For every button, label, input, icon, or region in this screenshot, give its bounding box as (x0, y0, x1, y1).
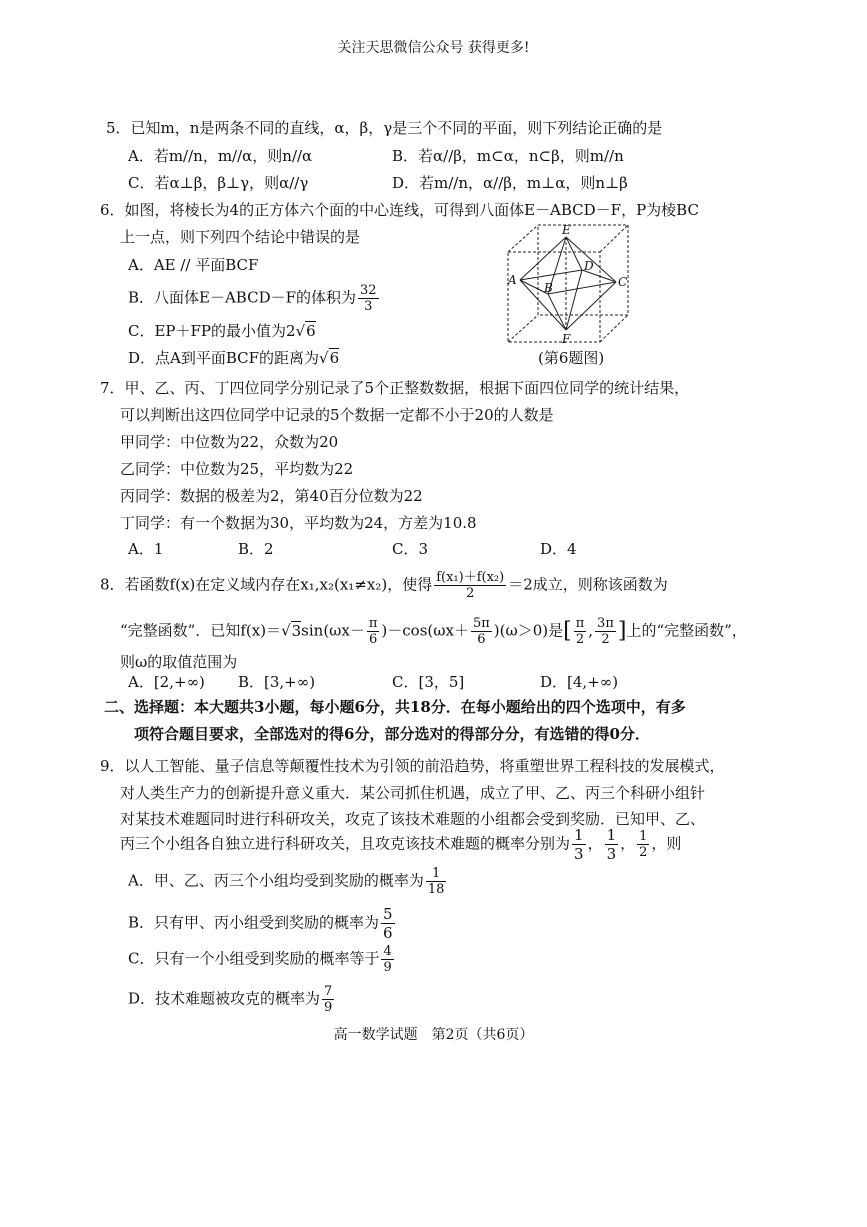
q5-option-a: A．若m//n，m//α，则n//α (128, 147, 313, 165)
q8-option-d: D．[4,+∞) (540, 673, 619, 691)
q9-line-4: 丙三个小组各自独立进行科研攻关，且攻克该技术难题的概率分别为 $\frac{1}{3}$ ， $\frac{1}{3}$ ， $\frac{1}{2}$ ，则 (120, 826, 682, 863)
label-c: C (618, 275, 628, 289)
q5-option-d: D．若m//n，α//β，m⊥α，则n⊥β (392, 174, 628, 192)
q8-option-c: C．[3，5] (392, 673, 465, 691)
q6-option-c: C．EP＋FP的最小值为2√6 (128, 322, 316, 340)
q6-option-d: D．点A到平面BCF的距离为√6 (128, 349, 340, 367)
q6-option-a: A．AE // 平面BCF (128, 256, 259, 274)
q7-statement-3: 丙同学：数据的极差为2，第40百分位数为22 (120, 487, 423, 505)
label-b: B (544, 281, 553, 295)
q9-option-d: D．技术难题被攻克的概率为 $\frac{7}{9}$ (128, 984, 333, 1015)
q6-option-b (128, 283, 381, 314)
q5-option-c: C．若α⊥β，β⊥γ，则α//γ (128, 174, 309, 192)
q7-option-c: C．3 (392, 540, 429, 558)
label-f: F (562, 332, 571, 346)
q7-statement-2: 乙同学：中位数为25，平均数为22 (120, 460, 354, 478)
q7-option-b: B．2 (238, 540, 274, 558)
q6-stem-2: 上一点，则下列四个结论中错误的是 (120, 228, 361, 246)
q7-stem-2: 可以判断出这四位同学中记录的5个数据一定都不小于20的人数是 (120, 406, 554, 424)
q8-fraction: $\frac{\text{f(x₁)＋f(x₂)}}{2}$ (436, 570, 505, 601)
q8-line-2: “完整函数”．已知f(x)＝√3sin(ωx－ $\frac{\pi}{6}$ )－cos(ωx＋ $\frac{5\pi}{6}$ )(ω＞0)是[ $\frac{\pi}{2}$ , $\frac{3\pi}{2}$ ]上的“完整函数”， (120, 616, 747, 647)
label-d: D (584, 259, 594, 273)
section-2-heading-1: 二、选择题：本大题共3小题，每小题6分，共18分．在每小题给出的四个选项中，有多 (104, 698, 686, 716)
q9-line-2: 对人类生产力的创新提升意义重大．某公司抓住机遇，成立了甲、乙、丙三个科研小组针 (120, 784, 706, 802)
q7-statement-4: 丁同学：有一个数据为30，平均数为24，方差为10.8 (120, 514, 477, 532)
sqrt-symbol: √ (319, 349, 329, 367)
q7-option-a: A．1 (128, 540, 164, 558)
octahedron-in-cube-figure (500, 222, 640, 347)
q7-statement-1: 甲同学：中位数为22，众数为20 (120, 433, 339, 451)
figure-caption: (第6题图) (538, 349, 605, 367)
section-2-heading-2: 项符合题目要求，全部选对的得6分，部分选对的得部分分，有选错的得0分． (134, 725, 650, 743)
q6-option-b-text: B．八面体E－ABCD－F的体积为 (128, 288, 357, 307)
q6-option-b-fraction: $\frac{32}{3}$ (360, 283, 377, 314)
q9-option-a: A．甲、乙、丙三个小组均受到奖励的概率为 $\frac{1}{18}$ (128, 866, 445, 897)
q9-option-c: C．只有一个小组受到奖励的概率等于 $\frac{4}{9}$ (128, 944, 392, 975)
q8-line-3: 则ω的取值范围为 (120, 653, 238, 671)
q6-stem-1: 6．如图，将棱长为4的正方体六个面的中心连线，可得到八面体E－ABCD－F，P为棱BC (100, 201, 699, 219)
label-a: A (508, 273, 517, 287)
q8-option-a: A．[2,+∞) (128, 673, 205, 691)
q5-option-b: B．若α//β，m⊂α，n⊂β，则m//n (392, 147, 624, 165)
q5-stem: 5．已知m，n是两条不同的直线，α，β，γ是三个不同的平面，则下列结论正确的是 (106, 119, 663, 137)
q8-option-b: B．[3,+∞) (238, 673, 316, 691)
q8-line-1: 8．若函数f(x)在定义域内存在x₁,x₂(x₁≠x₂)，使得 $\frac{\text{f(x₁)＋f(x₂)}}{2}$ ＝2成立，则称该函数为 (100, 570, 668, 601)
q9-line-3: 对某技术难题同时进行科研攻关，攻克了该技术难题的小组都会受到奖励．已知甲、乙、 (120, 810, 706, 828)
q9-option-b: B．只有甲、丙小组受到奖励的概率为 $\frac{5}{6}$ (128, 905, 393, 942)
page-footer: 高一数学试题 第2页（共6页） (333, 1027, 534, 1043)
label-e: E (562, 223, 571, 237)
q7-option-d: D．4 (540, 540, 577, 558)
sqrt-symbol: √ (295, 322, 306, 340)
page-header: 关注天思微信公众号 获得更多! (337, 40, 530, 56)
q9-line-1: 9．以人工智能、量子信息等颠覆性技术为引领的前沿趋势，将重塑世界工程科技的发展模式， (100, 757, 725, 775)
q7-stem-1: 7．甲、乙、丙、丁四位同学分别记录了5个正整数数据，根据下面四位同学的统计结果， (100, 379, 690, 397)
